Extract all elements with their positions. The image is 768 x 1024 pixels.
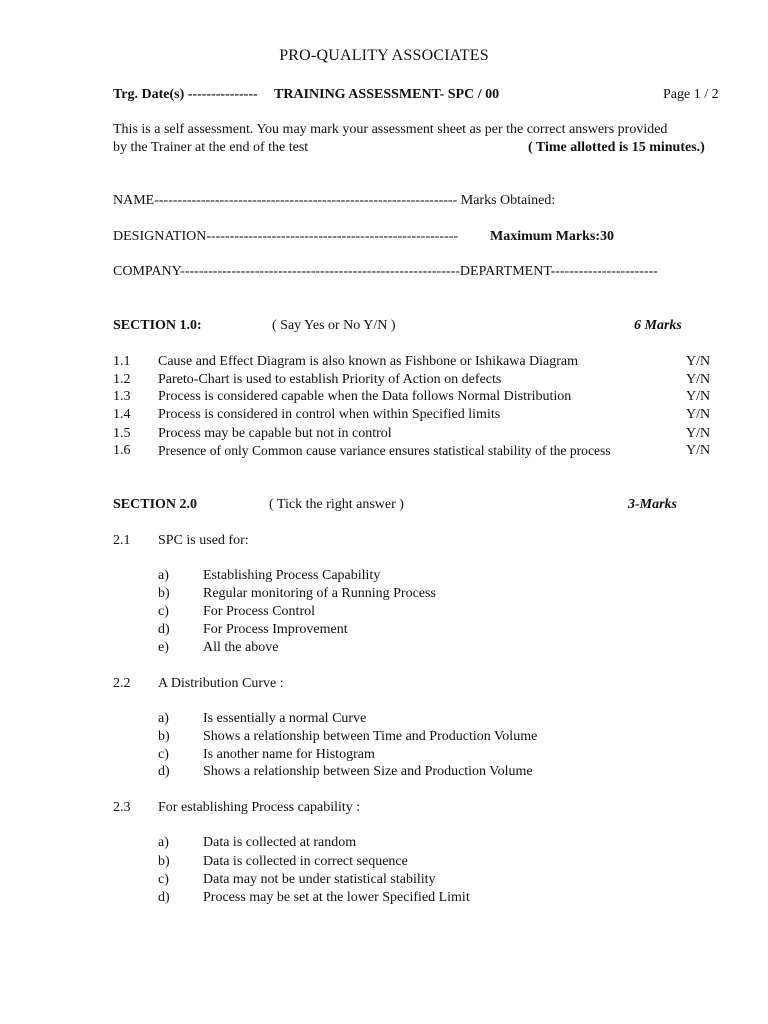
question-number: 2.1 (113, 533, 131, 548)
question-number: 1.5 (113, 426, 131, 441)
training-dates: Trg. Date(s) --------------- (113, 87, 258, 102)
section-1-instruction: ( Say Yes or No Y/N ) (272, 318, 396, 333)
option-letter: a) (158, 835, 169, 850)
question-text: Process is considered in control when within Specified limits (158, 407, 501, 422)
question-text: A Distribution Curve : (158, 676, 284, 691)
option-letter: e) (158, 640, 169, 655)
option-text: Establishing Process Capability (203, 568, 381, 583)
option-text: Shows a relationship between Size and Production Volume (203, 764, 533, 779)
option-letter: a) (158, 568, 169, 583)
section-1-marks: 6 Marks (634, 318, 682, 333)
option-letter: a) (158, 711, 169, 726)
option-text: Is another name for Histogram (203, 747, 375, 762)
intro-line-1: This is a self assessment. You may mark your assessment sheet as per the correct answers provided (113, 122, 668, 137)
option-text: For Process Control (203, 604, 315, 619)
option-letter: d) (158, 890, 170, 905)
option-text: Regular monitoring of a Running Process (203, 586, 436, 601)
option-text: All the above (203, 640, 279, 655)
option-text: For Process Improvement (203, 622, 348, 637)
question-number: 1.4 (113, 407, 131, 422)
option-letter: c) (158, 604, 169, 619)
option-text: Data is collected in correct sequence (203, 854, 408, 869)
question-text: Cause and Effect Diagram is also known as Fishbone or Ishikawa Diagram (158, 354, 579, 369)
page-number: Page 1 / 2 (663, 87, 719, 102)
option-letter: c) (158, 872, 169, 887)
yes-no-answer: Y/N (686, 426, 711, 441)
section-2-heading: SECTION 2.0 (113, 497, 198, 512)
question-text: Process may be capable but not in control (158, 426, 392, 441)
yes-no-answer: Y/N (686, 407, 711, 422)
option-letter: b) (158, 729, 170, 744)
yes-no-answer: Y/N (686, 372, 711, 387)
question-number: 1.6 (113, 443, 131, 458)
question-number: 1.2 (113, 372, 131, 387)
question-number: 2.2 (113, 676, 131, 691)
question-text: For establishing Process capability : (158, 800, 361, 815)
maximum-marks: Maximum Marks:30 (490, 229, 615, 244)
assessment-title: TRAINING ASSESSMENT- SPC / 00 (274, 87, 500, 102)
option-letter: d) (158, 764, 170, 779)
name-field: NAME----------------------------------------------------------------- Marks Obtained: (113, 193, 556, 208)
option-letter: b) (158, 854, 170, 869)
option-text: Shows a relationship between Time and Production Volume (203, 729, 538, 744)
document-title: PRO-QUALITY ASSOCIATES (279, 47, 489, 64)
question-text: Pareto-Chart is used to establish Priority of Action on defects (158, 372, 502, 387)
yes-no-answer: Y/N (686, 389, 711, 404)
yes-no-answer: Y/N (686, 354, 711, 369)
question-number: 2.3 (113, 800, 131, 815)
question-number: 1.3 (113, 389, 131, 404)
section-2-marks: 3-Marks (628, 497, 678, 512)
time-allotted: ( Time allotted is 15 minutes.) (528, 140, 705, 155)
option-letter: c) (158, 747, 169, 762)
company-department-field: COMPANY------------------------------------------------------------DEPARTMENT----------------------- (113, 264, 658, 279)
question-number: 1.1 (113, 354, 131, 369)
section-1-heading: SECTION 1.0: (113, 318, 202, 333)
question-text: Presence of only Common cause variance ensures statistical stability of the process (158, 443, 611, 458)
option-letter: b) (158, 586, 170, 601)
yes-no-answer: Y/N (686, 443, 711, 458)
option-text: Is essentially a normal Curve (203, 711, 367, 726)
option-text: Data is collected at random (203, 835, 357, 850)
question-text: Process is considered capable when the Data follows Normal Distribution (158, 389, 572, 404)
question-text: SPC is used for: (158, 533, 249, 548)
designation-field: DESIGNATION------------------------------------------------------ (113, 229, 459, 244)
option-text: Process may be set at the lower Specified Limit (203, 890, 470, 905)
intro-line-2: by the Trainer at the end of the test (113, 140, 309, 155)
option-text: Data may not be under statistical stability (203, 872, 436, 887)
option-letter: d) (158, 622, 170, 637)
section-2-instruction: ( Tick the right answer ) (269, 497, 404, 512)
